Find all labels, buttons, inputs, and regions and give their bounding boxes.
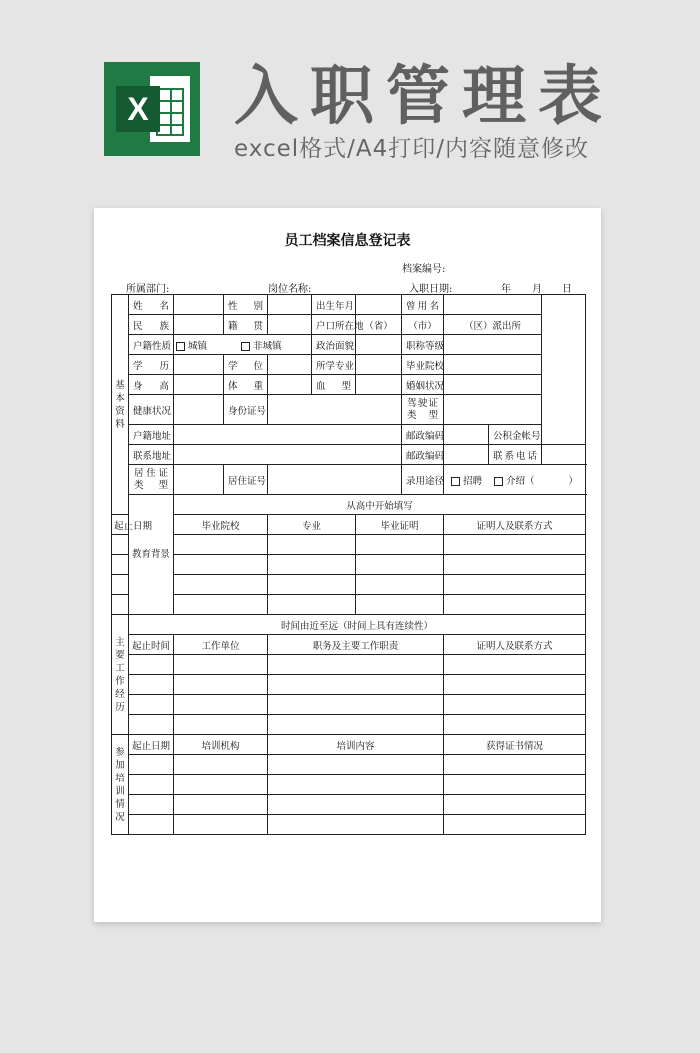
title-level-label: 职称等级 — [402, 335, 444, 355]
marital-field[interactable] — [444, 375, 542, 395]
blood-field[interactable] — [356, 375, 402, 395]
fund-account-label: 公积金帐号 — [489, 425, 542, 445]
blood-label: 血型 — [312, 375, 356, 395]
health-field[interactable] — [174, 395, 224, 425]
residence-number-label: 居住证号 — [224, 465, 268, 495]
table-row — [112, 655, 586, 675]
contact-address-field[interactable] — [174, 445, 402, 465]
table-row — [112, 595, 586, 615]
recruit-label: 招聘 — [462, 475, 482, 487]
id-number-field[interactable] — [268, 395, 402, 425]
origin-field[interactable] — [268, 315, 312, 335]
gender-label: 性别 — [224, 295, 268, 315]
table-row — [112, 675, 586, 695]
form-paper — [94, 208, 601, 922]
former-name-field[interactable] — [444, 295, 542, 315]
referral-checkbox[interactable] — [494, 477, 503, 486]
major-field[interactable] — [356, 355, 402, 375]
recruit-checkbox[interactable] — [451, 477, 460, 486]
train-header-institution: 培训机构 — [174, 735, 268, 755]
non-town-label: 非城镇 — [253, 340, 282, 352]
residence-number-field[interactable] — [268, 465, 402, 495]
province-label: （省） — [356, 315, 402, 335]
table-row — [112, 815, 586, 835]
department-label: 所属部门: — [126, 284, 170, 295]
table-row — [112, 695, 586, 715]
work-header-duties: 职务及主要工作职责 — [268, 635, 444, 655]
town-checkbox[interactable] — [176, 342, 185, 351]
id-number-label: 身份证号 — [224, 395, 268, 425]
name-label: 姓名 — [129, 295, 174, 315]
position-label: 岗位名称: — [268, 284, 312, 295]
city-label: （市） — [402, 315, 444, 335]
table-row — [112, 715, 586, 735]
ethnicity-label: 民族 — [129, 315, 174, 335]
archive-number-label: 档案编号: — [402, 264, 446, 275]
license-type-field[interactable] — [444, 395, 542, 425]
entry-date-label: 入职日期: — [409, 284, 453, 295]
table-row — [112, 575, 586, 595]
table-row — [112, 535, 586, 555]
employee-form-table — [111, 294, 586, 835]
height-field[interactable] — [174, 375, 224, 395]
weight-field[interactable] — [268, 375, 312, 395]
hukou-address-label: 户籍地址 — [129, 425, 174, 445]
edu-header-reference: 证明人及联系方式 — [444, 515, 586, 535]
gender-field[interactable] — [268, 295, 312, 315]
train-header-period: 起止日期 — [129, 735, 174, 755]
work-header-company: 工作单位 — [174, 635, 268, 655]
edu-header-major: 专业 — [268, 515, 356, 535]
postcode-field-2[interactable] — [444, 445, 489, 465]
name-field[interactable] — [174, 295, 224, 315]
residence-type-label — [129, 465, 174, 495]
logo-letter: X — [116, 86, 160, 132]
weight-label: 体重 — [224, 375, 268, 395]
political-label: 政治面貌 — [312, 335, 356, 355]
excel-logo-icon — [104, 62, 200, 156]
referral-close-label: ） — [568, 475, 579, 487]
political-field[interactable] — [356, 335, 402, 355]
birth-label: 出生年月 — [312, 295, 356, 315]
table-row — [112, 775, 586, 795]
edu-header-period: 起止日期 — [112, 515, 129, 535]
year-label: 年 — [501, 284, 511, 295]
major-label: 所学专业 — [312, 355, 356, 375]
hukou-place-label: 户口所在地 — [312, 315, 356, 335]
education-field[interactable] — [174, 355, 224, 375]
photo-box[interactable] — [542, 295, 586, 445]
form-title: 员工档案信息登记表 — [284, 233, 411, 249]
section-training: 参加培训情况 — [112, 735, 129, 835]
work-header-period: 起止时间 — [129, 635, 174, 655]
contact-address-label: 联系地址 — [129, 445, 174, 465]
residence-type-field[interactable] — [174, 465, 224, 495]
month-label: 月 — [532, 284, 542, 295]
school-label: 毕业院校 — [402, 355, 444, 375]
work-header-reference: 证明人及联系方式 — [444, 635, 586, 655]
day-label: 日 — [562, 284, 572, 295]
page-title: 入职管理表 — [234, 60, 614, 134]
train-header-certificate: 获得证书情况 — [444, 735, 586, 755]
license-type-label — [402, 395, 444, 425]
postcode-label: 邮政编码 — [402, 425, 444, 445]
work-note: 时间由近至远（时间上具有连续性） — [129, 615, 586, 635]
residence-label-2: 类型 — [134, 479, 168, 491]
section-work-history: 主要工作经历 — [112, 615, 129, 735]
table-row — [112, 755, 586, 775]
district-station-label: （区）派出所 — [444, 315, 542, 335]
origin-label: 籍贯 — [224, 315, 268, 335]
title-level-field[interactable] — [444, 335, 542, 355]
table-row — [112, 795, 586, 815]
non-town-checkbox[interactable] — [241, 342, 250, 351]
town-label: 城镇 — [188, 340, 208, 352]
referral-label: 介绍（ — [506, 475, 535, 487]
former-name-label: 曾用名 — [402, 295, 444, 315]
education-label: 学历 — [129, 355, 174, 375]
license-label-1: 驾驶证 — [407, 397, 438, 409]
marital-label: 婚姻状况 — [402, 375, 444, 395]
residence-label-1: 居住证 — [134, 467, 168, 479]
postcode-field[interactable] — [444, 425, 489, 445]
edu-header-certificate: 毕业证明 — [356, 515, 444, 535]
section-basic-info: 基本资料 — [112, 295, 129, 515]
contact-phone-label: 联系电话 — [489, 445, 542, 465]
health-label: 健康状况 — [129, 395, 174, 425]
ethnicity-field[interactable] — [174, 315, 224, 335]
train-header-content: 培训内容 — [268, 735, 444, 755]
license-label-2: 类型 — [407, 409, 438, 421]
hukou-type-label: 户籍性质 — [129, 335, 174, 355]
degree-field[interactable] — [268, 355, 312, 375]
table-row — [112, 555, 586, 575]
contact-phone-field[interactable] — [542, 445, 586, 465]
edu-header-school: 毕业院校 — [174, 515, 268, 535]
page-subtitle: excel格式/A4打印/内容随意修改 — [234, 136, 590, 162]
education-note: 从高中开始填写 — [174, 495, 586, 515]
degree-label: 学位 — [224, 355, 268, 375]
school-field[interactable] — [444, 355, 542, 375]
hukou-address-field[interactable] — [174, 425, 402, 445]
postcode-label-2: 邮政编码 — [402, 445, 444, 465]
height-label: 身高 — [129, 375, 174, 395]
channel-label: 录用途径 — [402, 465, 444, 495]
section-education: 教育背景 — [129, 495, 174, 615]
birth-field[interactable] — [356, 295, 402, 315]
